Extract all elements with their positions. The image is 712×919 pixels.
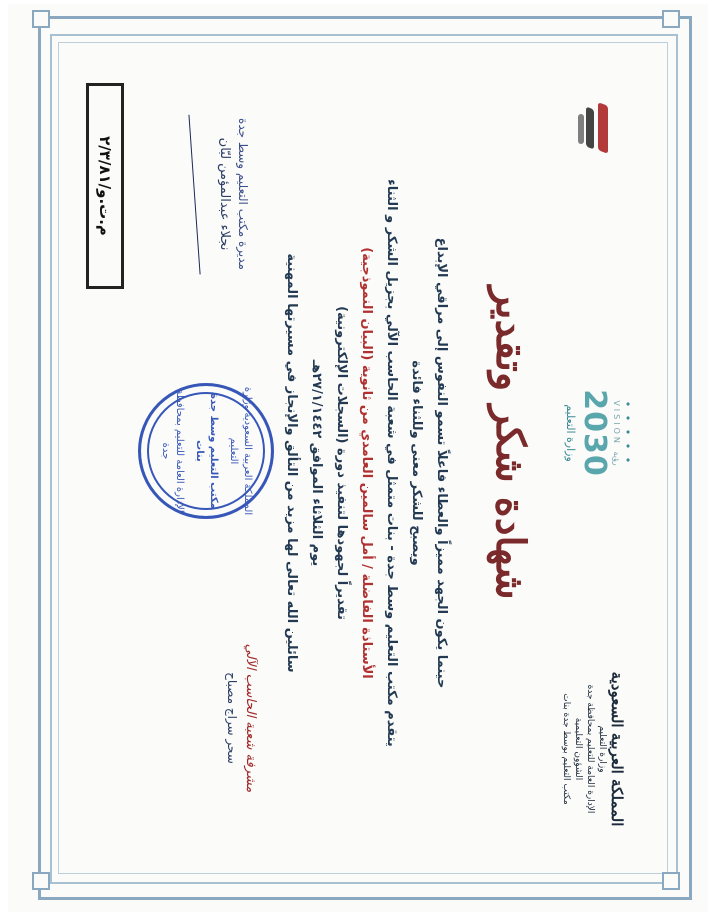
supervisor-signature — [225, 603, 258, 833]
gov-line: الشؤون التعليمية — [573, 717, 583, 781]
supervisor-name: سحر سراج مصباح — [225, 672, 239, 764]
frame-corner — [662, 10, 680, 28]
gov-line: مكتب التعليم بوسط جدة بنات — [561, 693, 571, 805]
supervisor-role: مشرفة شعبة الحاسب الآلي — [243, 643, 258, 793]
gov-line: وزارة التعليم — [597, 725, 607, 773]
seal-ring-text: المملكة العربية السعودية وزارة التعليم — [228, 386, 253, 516]
date-line: يوم الثلاثاء الموافق ٢٧/١/١٤٤٢هـ — [309, 359, 324, 567]
certificate-title: شهادة شكر وتقدير — [487, 286, 534, 600]
director-role: مديرة مكتب التعليم وسط جدة — [236, 118, 250, 270]
body-line: حينما يكون الجهد مميزاً والعطاء فاعلاً تسمو النفوس إلى مراقي الإبداع — [434, 237, 449, 689]
official-seal — [138, 383, 274, 519]
seal-center-text: مكتب التعليم وسط جدة بنات — [194, 393, 219, 509]
frame-corner — [662, 872, 680, 890]
director-name: نجلاء عبدالمؤمن لبّان — [217, 137, 232, 251]
frame-corner — [32, 872, 50, 890]
ministry-name: وزارة التعليم — [564, 404, 577, 462]
body-line: يتقدم مكتب التعليم وسط جدة - بنات متمثل في شعبة الحاسب الآلي بجزيل الشكر و الثناء — [384, 179, 399, 747]
vision-label: VISION رؤية — [612, 400, 621, 466]
reference-number-box — [86, 83, 124, 289]
vision-dots-icon: • • • • • — [621, 400, 634, 466]
recipient-line: الأستاذة الفاضلة / أمل سالمين العامدي من ثانوية (البيان النموذجية) — [359, 247, 374, 679]
vision-year: 2030 — [577, 389, 612, 477]
kingdom-name: المملكة العربية السعودية — [608, 671, 626, 827]
body-line: تقديراً لجهودها لتنفيذ دورة (السجلات الإلكترونية) — [334, 306, 349, 620]
vision-2030-logo — [564, 353, 634, 513]
seal-bottom-text: الإدارة العامة للتعليم بمحافظة جدة — [160, 389, 185, 513]
gov-line: الإدارة العامة للتعليم بمحافظة جدة — [585, 684, 595, 814]
body-line: ويصبح للشكر معنى وللثناء فائدة — [409, 360, 424, 566]
government-header — [560, 649, 626, 849]
certificate-paper — [8, 4, 708, 912]
signature-stroke — [188, 114, 218, 275]
office-logo — [574, 73, 614, 183]
certificate-body — [279, 113, 454, 813]
reference-number: م.ت.و/٢/٣/٨١ — [96, 136, 114, 236]
frame-corner — [32, 10, 50, 28]
director-signature — [194, 79, 250, 309]
body-line: سائلين الله تعالى لها مزيد من التألق والإنجاز في مسيرتها المهنية — [284, 253, 299, 673]
certificate-content — [74, 53, 654, 873]
office-logo-icon — [574, 100, 614, 156]
